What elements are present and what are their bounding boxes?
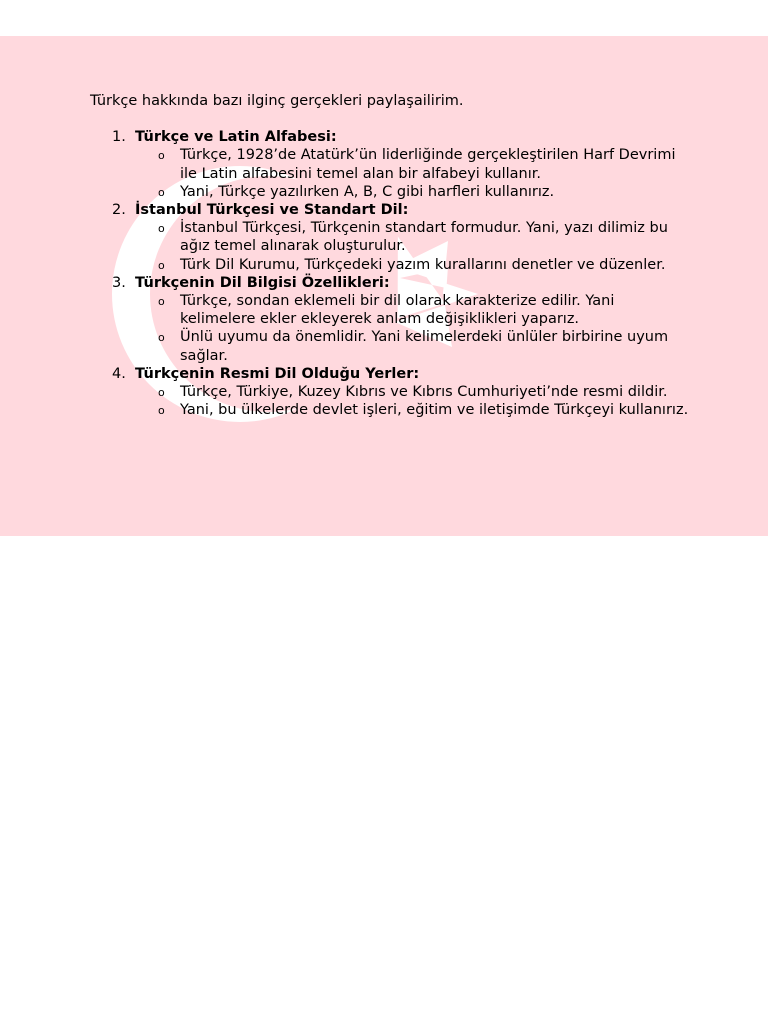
section-points (135, 219, 690, 274)
bullet-marker: o (158, 149, 165, 163)
bullet-marker: o (158, 222, 165, 236)
bullet-marker: o (158, 386, 165, 400)
section-title: Türkçenin Dil Bilgisi Özellikleri: (135, 274, 390, 291)
list-item (135, 219, 690, 255)
section-item (90, 365, 690, 420)
point-text: Ünlü uyumu da önemlidir. Yani kelimelerdeki ünlüler birbirine uyum sağlar. (180, 329, 669, 364)
numbered-section-list (90, 128, 690, 419)
list-item (135, 256, 690, 274)
bullet-marker: o (158, 331, 165, 345)
section-number: 4. (112, 365, 126, 382)
section-points (135, 383, 690, 419)
section-title: Türkçe ve Latin Alfabesi: (135, 129, 337, 146)
section-points (135, 146, 690, 201)
section-item (90, 274, 690, 365)
point-text: Yani, Türkçe yazılırken A, B, C gibi harfleri kullanırız. (180, 183, 555, 200)
section-number: 2. (112, 202, 126, 219)
section-title: İstanbul Türkçesi ve Standart Dil: (135, 202, 409, 219)
flag-banner (0, 36, 768, 536)
point-text: Türkçe, sondan eklemeli bir dil olarak karakterize edilir. Yani kelimelere ekler ekleyerek anlam değişiklikleri yaparız. (180, 293, 615, 328)
bullet-marker: o (158, 295, 165, 309)
bullet-marker: o (158, 185, 165, 199)
section-item (90, 201, 690, 274)
section-title: Türkçenin Resmi Dil Olduğu Yerler: (135, 365, 420, 382)
list-item (135, 292, 690, 328)
section-item (90, 128, 690, 201)
point-text: İstanbul Türkçesi, Türkçenin standart formudur. Yani, yazı dilimiz bu ağız temel alınarak oluşturulur. (180, 220, 668, 255)
point-text: Türkçe, Türkiye, Kuzey Kıbrıs ve Kıbrıs Cumhuriyeti’nde resmi dildir. (180, 384, 668, 401)
section-number: 3. (112, 274, 126, 291)
section-number: 1. (112, 129, 126, 146)
list-item (135, 383, 690, 401)
list-item (135, 328, 690, 364)
bullet-marker: o (158, 404, 165, 418)
document-body (90, 92, 690, 419)
intro-paragraph: Türkçe hakkında bazı ilginç gerçekleri paylaşailirim. (90, 93, 464, 109)
point-text: Türk Dil Kurumu, Türkçedeki yazım kurallarını denetler ve düzenler. (180, 256, 666, 273)
point-text: Türkçe, 1928’de Atatürk’ün liderliğinde gerçekleştirilen Harf Devrimi ile Latin alfabesini temel alan bir alfabeyi kullanır. (180, 147, 676, 182)
list-item (135, 183, 690, 201)
list-item (135, 146, 690, 182)
point-text: Yani, bu ülkelerde devlet işleri, eğitim ve iletişimde Türkçeyi kullanırız. (180, 402, 689, 419)
bullet-marker: o (158, 258, 165, 272)
section-points (135, 292, 690, 365)
list-item (135, 401, 690, 419)
